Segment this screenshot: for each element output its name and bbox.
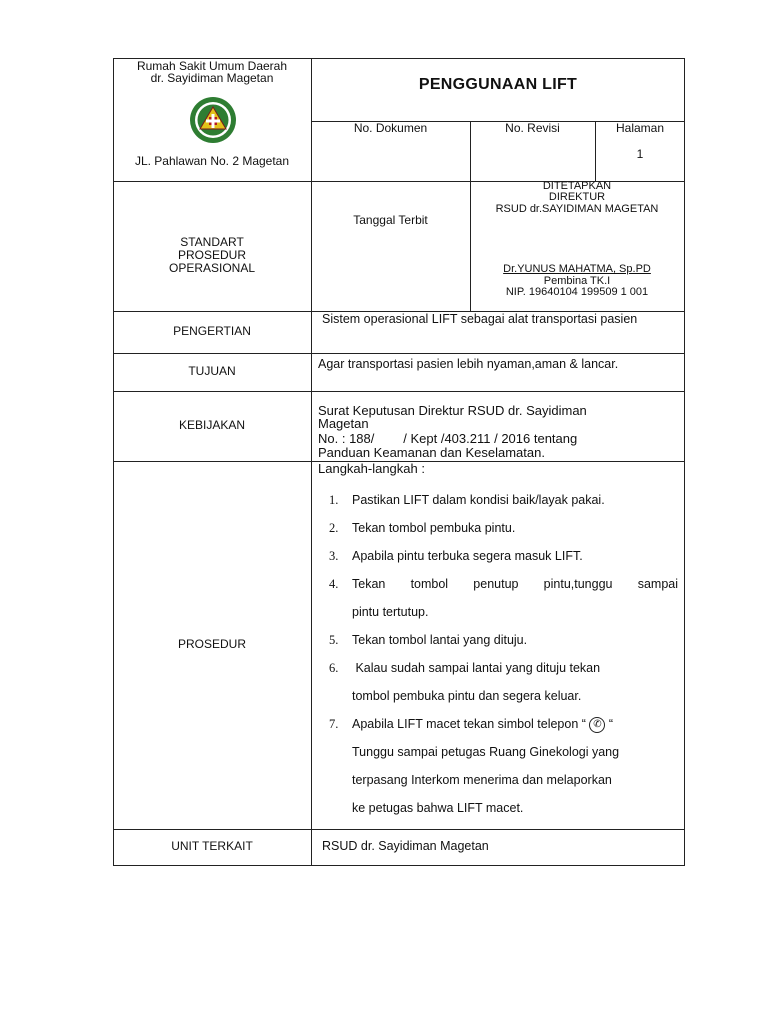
- tujuan-label: TUJUAN: [188, 364, 236, 378]
- step-number: 3.: [329, 549, 339, 563]
- kebijakan-label: KEBIJAKAN: [178, 418, 246, 432]
- step-number: 4.: [329, 577, 339, 591]
- border-right: [684, 58, 685, 866]
- sop-label-line1: STANDART: [180, 235, 244, 249]
- no-revisi-label: No. Revisi: [505, 121, 560, 135]
- hospital-name-line1: Rumah Sakit Umum Daerah: [136, 59, 288, 73]
- step-2: [324, 514, 678, 542]
- kebijakan-line1: Surat Keputusan Direktur RSUD dr. Sayidiman: [318, 403, 587, 418]
- step-5: [324, 626, 678, 654]
- divider-prosedur: [113, 829, 685, 830]
- director-nip: NIP. 19640104 199509 1 001: [505, 286, 649, 298]
- document-title: PENGGUNAAN LIFT: [418, 76, 578, 93]
- hospital-name-line2: dr. Sayidiman Magetan: [150, 71, 274, 85]
- divider-tujuan: [113, 391, 685, 392]
- prosedur-label: PROSEDUR: [177, 637, 246, 651]
- step-1: [324, 486, 678, 514]
- phone-icon: ✆: [589, 717, 605, 733]
- step-number: 1.: [329, 493, 339, 507]
- step-text: Apabila pintu terbuka segera masuk LIFT.: [352, 549, 583, 563]
- sop-label-line3: OPERASIONAL: [168, 261, 256, 275]
- step-text-cont: pintu tertutup.: [352, 605, 429, 619]
- step-text: Kalau sudah sampai lantai yang dituju tekan: [352, 661, 601, 675]
- step-number: 5.: [329, 633, 339, 647]
- sop-label-line2: PROSEDUR: [177, 248, 246, 262]
- step-6: [324, 654, 678, 710]
- director-name: Dr.YUNUS MAHATMA, Sp.PD: [503, 263, 651, 275]
- step-text: Tekan tombol lantai yang dituju.: [352, 633, 528, 647]
- step-text-cont: Tunggu sampai petugas Ruang Ginekologi yang: [352, 745, 620, 759]
- pengertian-text: Sistem operasional LIFT sebagai alat transportasi pasien: [322, 312, 638, 326]
- step-text-cont: tombol pembuka pintu dan segera keluar.: [352, 689, 582, 703]
- step-4: [324, 570, 678, 626]
- border-bottom: [113, 865, 685, 866]
- halaman-label: Halaman: [615, 121, 665, 135]
- step-number: 7.: [329, 717, 339, 731]
- step-text-cont: ke petugas bahwa LIFT macet.: [352, 801, 524, 815]
- hospital-logo-icon: [183, 95, 243, 145]
- prosedur-intro: Langkah-langkah :: [318, 461, 425, 476]
- step-text: Pastikan LIFT dalam kondisi baik/layak pakai.: [352, 493, 605, 507]
- unit-terkait-text: RSUD dr. Sayidiman Magetan: [322, 839, 489, 853]
- kebijakan-line2: Magetan: [318, 416, 369, 431]
- director-rank: Pembina TK.I: [543, 275, 611, 287]
- step-text: Tekan tombol pembuka pintu.: [352, 521, 516, 535]
- ditetapkan-line2: DIREKTUR: [548, 191, 606, 203]
- no-dokumen-label: No. Dokumen: [353, 121, 428, 135]
- step-number: 6.: [329, 661, 339, 675]
- step-text: Apabila LIFT macet tekan simbol telepon “: [352, 717, 586, 731]
- ditetapkan-line3: RSUD dr.SAYIDIMAN MAGETAN: [495, 203, 659, 215]
- step-3: [324, 542, 678, 570]
- step-7: [324, 710, 678, 822]
- tanggal-terbit-label: Tanggal Terbit: [353, 213, 428, 227]
- divider-column: [311, 58, 312, 866]
- prosedur-steps: [324, 486, 678, 822]
- step-text-quote: “: [608, 717, 614, 731]
- sop-document: [113, 58, 685, 866]
- hospital-address: JL. Pahlawan No. 2 Magetan: [134, 154, 290, 168]
- pengertian-label: PENGERTIAN: [173, 324, 251, 338]
- step-number: 2.: [329, 521, 339, 535]
- halaman-value: 1: [636, 147, 644, 161]
- step-text-cont: terpasang Interkom menerima dan melaporkan: [352, 773, 612, 787]
- unit-terkait-label: UNIT TERKAIT: [171, 839, 253, 853]
- kebijakan-line4: Panduan Keamanan dan Keselamatan.: [318, 445, 545, 460]
- step-text: Tekan tombol penutup pintu,tunggu sampai: [352, 577, 678, 591]
- divider-pengertian: [113, 353, 685, 354]
- ditetapkan-line1: DITETAPKAN: [542, 180, 612, 192]
- tujuan-text: Agar transportasi pasien lebih nyaman,aman & lancar.: [318, 357, 619, 371]
- border-left: [113, 58, 114, 866]
- kebijakan-line3: No. : 188/ / Kept /403.211 / 2016 tentang: [318, 431, 578, 446]
